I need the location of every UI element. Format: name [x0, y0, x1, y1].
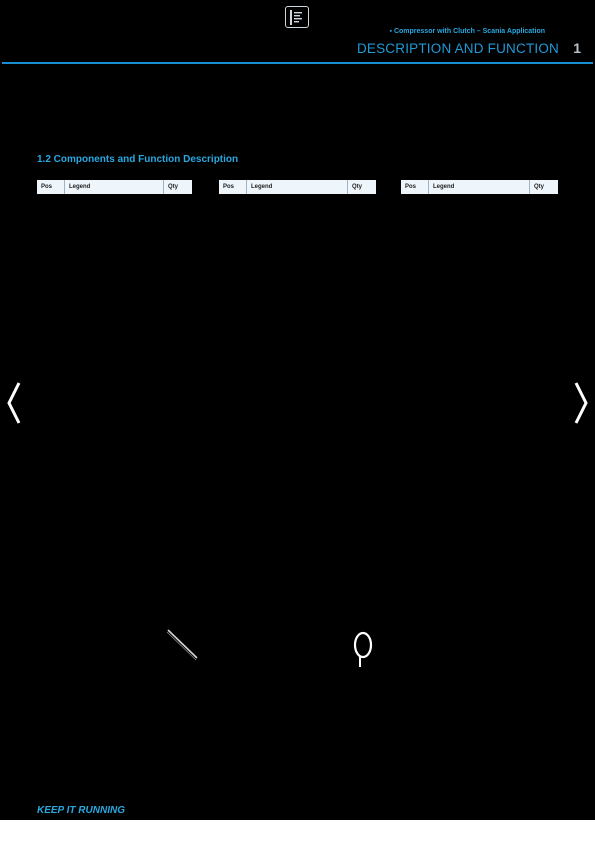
column-header-qty: Qty	[352, 184, 363, 190]
table-of-contents-icon	[289, 9, 306, 26]
section-heading: 1.2 Components and Function Description	[37, 154, 239, 165]
page-title: DESCRIPTION AND FUNCTION	[356, 41, 559, 56]
header-divider	[2, 62, 593, 64]
column-header-qty: Qty	[534, 184, 545, 190]
previous-page-button[interactable]	[4, 380, 24, 426]
components-table-2	[219, 180, 376, 194]
column-header-legend: Legend	[65, 180, 164, 194]
rod-part-illustration	[164, 626, 202, 664]
footer-brand: KEEP IT RUNNING	[37, 805, 125, 816]
chevron-right-icon	[571, 380, 591, 426]
next-page-button[interactable]	[571, 380, 591, 426]
column-header-pos: Pos	[401, 180, 429, 194]
column-header-legend: Legend	[247, 180, 348, 194]
chevron-left-icon	[4, 380, 24, 426]
chapter-number: 1	[573, 40, 581, 56]
document-subtitle: ▪ Compressor with Clutch – Scania Application	[389, 28, 545, 35]
bullet-icon: ▪	[389, 28, 392, 35]
components-table-3	[401, 180, 558, 194]
footer-band	[0, 820, 595, 842]
ring-part-illustration	[350, 627, 378, 671]
column-header-pos: Pos	[37, 180, 65, 194]
components-table-1	[37, 180, 192, 194]
column-header-legend: Legend	[429, 180, 530, 194]
column-header-qty: Qty	[168, 184, 179, 190]
toc-button[interactable]	[285, 6, 309, 28]
column-header-pos: Pos	[219, 180, 247, 194]
